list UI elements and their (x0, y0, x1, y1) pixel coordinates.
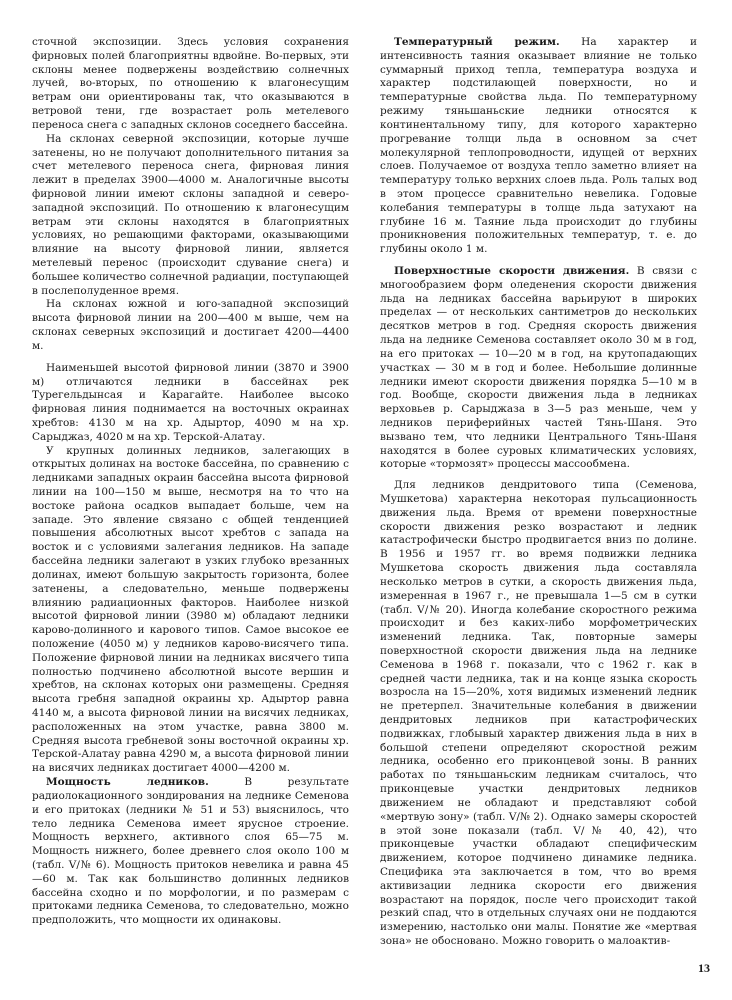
section-text: В связи с многообразием форм оледенения скорости движения льда на ледниках бассейна варьируют в широких пределах — от нескольких сантиметров до нескольких десятков метров в год. Средняя скорость движения льда на леднике Семенова составляет около 30 м в год, на его притоках — 10—20 м в год, на крутопадающих участках — 30 м в год и более. Небольшие долинные ледники имеют скорости движения порядка 5—10 м в год. Вообще, скорости движения льда в ледниках верховьев р. Сарыджаза в 3—5 раз меньше, чем у ледников периферийных частей Тянь-Шаня. Это вызвано тем, что ледники Центрального Тянь-Шаня находятся в более суровых климатических условиях, которые «тормозят» процессы массообмена. (380, 265, 697, 471)
section-paragraph-velocity (380, 265, 697, 472)
paragraph: сточной экспозиции. Здесь условия сохранения фирновых полей благоприятны вдвойне. Во-первых, эти склоны менее подвержены воздействию солнечных лучей, во-вторых, по отношению к влагонесущим ветрам они ориентированы так, что оказываются в ветровой тени, где возрастает роль метелевого переноса снега с западных склонов соседнего бассейна. (32, 36, 349, 131)
paragraph: Для ледников дендритового типа (Семенова, Мушкетова) характерна некоторая пульсационность движения льда. Время от времени поверхностные скорости движения резко возрастают и ледник катастрофически быстро продвигается вниз по долине. В 1956 и 1957 гг. во время подвижки ледника Мушкетова скорость движения льда составляла несколько метров в сутки, а скорость движения льда, измеренная в 1967 г., не превышала 1—5 см в сутки (табл. V/№ 20). Иногда колебание скоростного режима происходит и без каких-либо морфометрических изменений ледника. Так, повторные замеры поверхностной скорости движения льда на леднике Семенова в 1968 г. показали, что с 1962 г. как в средней части ледника, так и на конце языка скорость возросла на 15—20%, хотя видимых изменений ледник не претерпел. Значительные колебания в движении дендритовых ледников при катастрофических подвижках, глобывый характер движения льда в них в большой степени определяют скоростной режим ледника, особенно его приконцевой зоны. В ранних работах по тяньшаньским ледникам считалось, что приконцевые участки дендритовых ледников движением не обладают и представляют собой «мертвую зону» (табл. V/№ 2). Однако замеры скоростей в этой зоне показали (табл. V/№ 40, 42), что приконцевые участки обладают специфическим движением, которое подчинено динамике ледника. Специфика эта заключается в том, что во время активизации ледника скорости его движения возрастают на порядок, после чего происходит такой резкий спад, что в отдельных случаях они не поддаются измерению, настолько они малы. Понятие же «мертвая зона» не обосновано. Можно говорить о малоактив- (380, 479, 697, 947)
section-heading: Мощность ледников. (46, 776, 209, 789)
right-column (380, 36, 697, 949)
page-number: 13 (698, 961, 710, 975)
section-heading: Поверхностные скорости движения. (394, 265, 630, 277)
section-heading: Температурный режим. (394, 36, 560, 48)
section-paragraph-thickness (32, 776, 349, 928)
section-paragraph-temperature (380, 36, 697, 257)
section-text: В результате радиолокационного зондирования на леднике Семенова и его притоках (ледники № 51 и 53) выяснилось, что тело ледника Семенова имеет ярусное строение. Мощность верхнего, активного слоя 65—75 м. Мощность нижнего, более древнего слоя около 100 м (табл. V/№ 6). Мощность притоков невелика и равна 45—60 м. Так как большинство долинных ледников бассейна сходно и по морфологии, и по размерам с притоками ледника Семенова, то следовательно, можно предположить, что мощности их одинаковы. (32, 776, 349, 927)
paragraph: У крупных долинных ледников, залегающих в открытых долинах на востоке бассейна, по сравнению с ледниками западных окраин бассейна высота фирновой линии на 100—150 м выше, несмотря на то что на востоке района осадков выпадает больше, чем на западе. Это явление связано с общей тенденцией повышения абсолютных высот хребтов с запада на восток и с условиями залегания ледников. На западе бассейна ледники залегают в узких глубоко врезанных долинах, имеют большую закрытость горизонта, более затенены, а следовательно, меньше подвержены влиянию радиационных факторов. Наиболее низкой высотой фирновой линии (3980 м) обладают ледники карово-долинного и карового типов. Самое высокое ее положение (4050 м) у ледников карово-висячего типа. Положение фирновой линии на ледниках висячего типа полностью подчинено абсолютной высоте вершин и хребтов, на склонах которых они размещены. Средняя высота гребня западной окраины хр. Адыртор равна 4140 м, а высота фирновой линии на висячих ледниках, расположенных на этом участке, равна 3800 м. Средняя высота гребневой зоны восточной окраины хр. Терской-Алатау равна 4290 м, а высота фирновой линии на висячих ледниках достигает 4000—4200 м. (32, 444, 349, 775)
section-text: На характер и интенсивность таяния оказывает влияние не только суммарный приход тепла, температура воздуха и характер подстилающей поверхности, но и температурные свойства льда. По температурному режиму тяньшаньские ледники относятся к континентальному типу, для которого характерно прогревание толщи льда в основном за счет молекулярной теплопроводности, идущей от верхних слоев. Получаемое от воздуха тепло заметно влияет на температуру только верхних слоев льда. Роль талых вод в этом процессе сравнительно невелика. Годовые колебания температуры в толще льда затухают на глубине 16 м. Таяние льда происходит до глубины проникновения положительных температур, т. е. до глубины около 1 м. (380, 36, 697, 256)
left-column (32, 36, 349, 928)
paragraph: На склонах северной экспозиции, которые лучше затенены, но не получают дополнительного питания за счет метелевого переноса снега, фирновая линия лежит в пределах 3900—4000 м. Аналогичные высоты фирновой линии имеют склоны западной и северо-западной экспозиций. По отношению к влагонесущим ветрам эти склоны находятся в благоприятных условиях, но решающими факторами, оказывающими влияние на высоту фирновой линии, является метелевый перенос (происходит сдувание снега) и большее количество солнечной радиации, поступающей в послеполуденное время. (32, 132, 349, 297)
paragraph: Наименьшей высотой фирновой линии (3870 и 3900 м) отличаются ледники в бассейнах рек Турегельдынсая и Карагайте. Наиболее высоко фирновая линия поднимается на восточных окраинах хребтов: 4130 м на хр. Адыртор, 4090 м на хр. Сарыджаз, 4020 м на хр. Терской-Алатау. (32, 361, 349, 443)
paragraph: На склонах южной и юго-западной экспозиций высота фирновой линии на 200—400 м выше, чем на склонах северных экспозиций и достигает 4200—4400 м. (32, 298, 349, 352)
